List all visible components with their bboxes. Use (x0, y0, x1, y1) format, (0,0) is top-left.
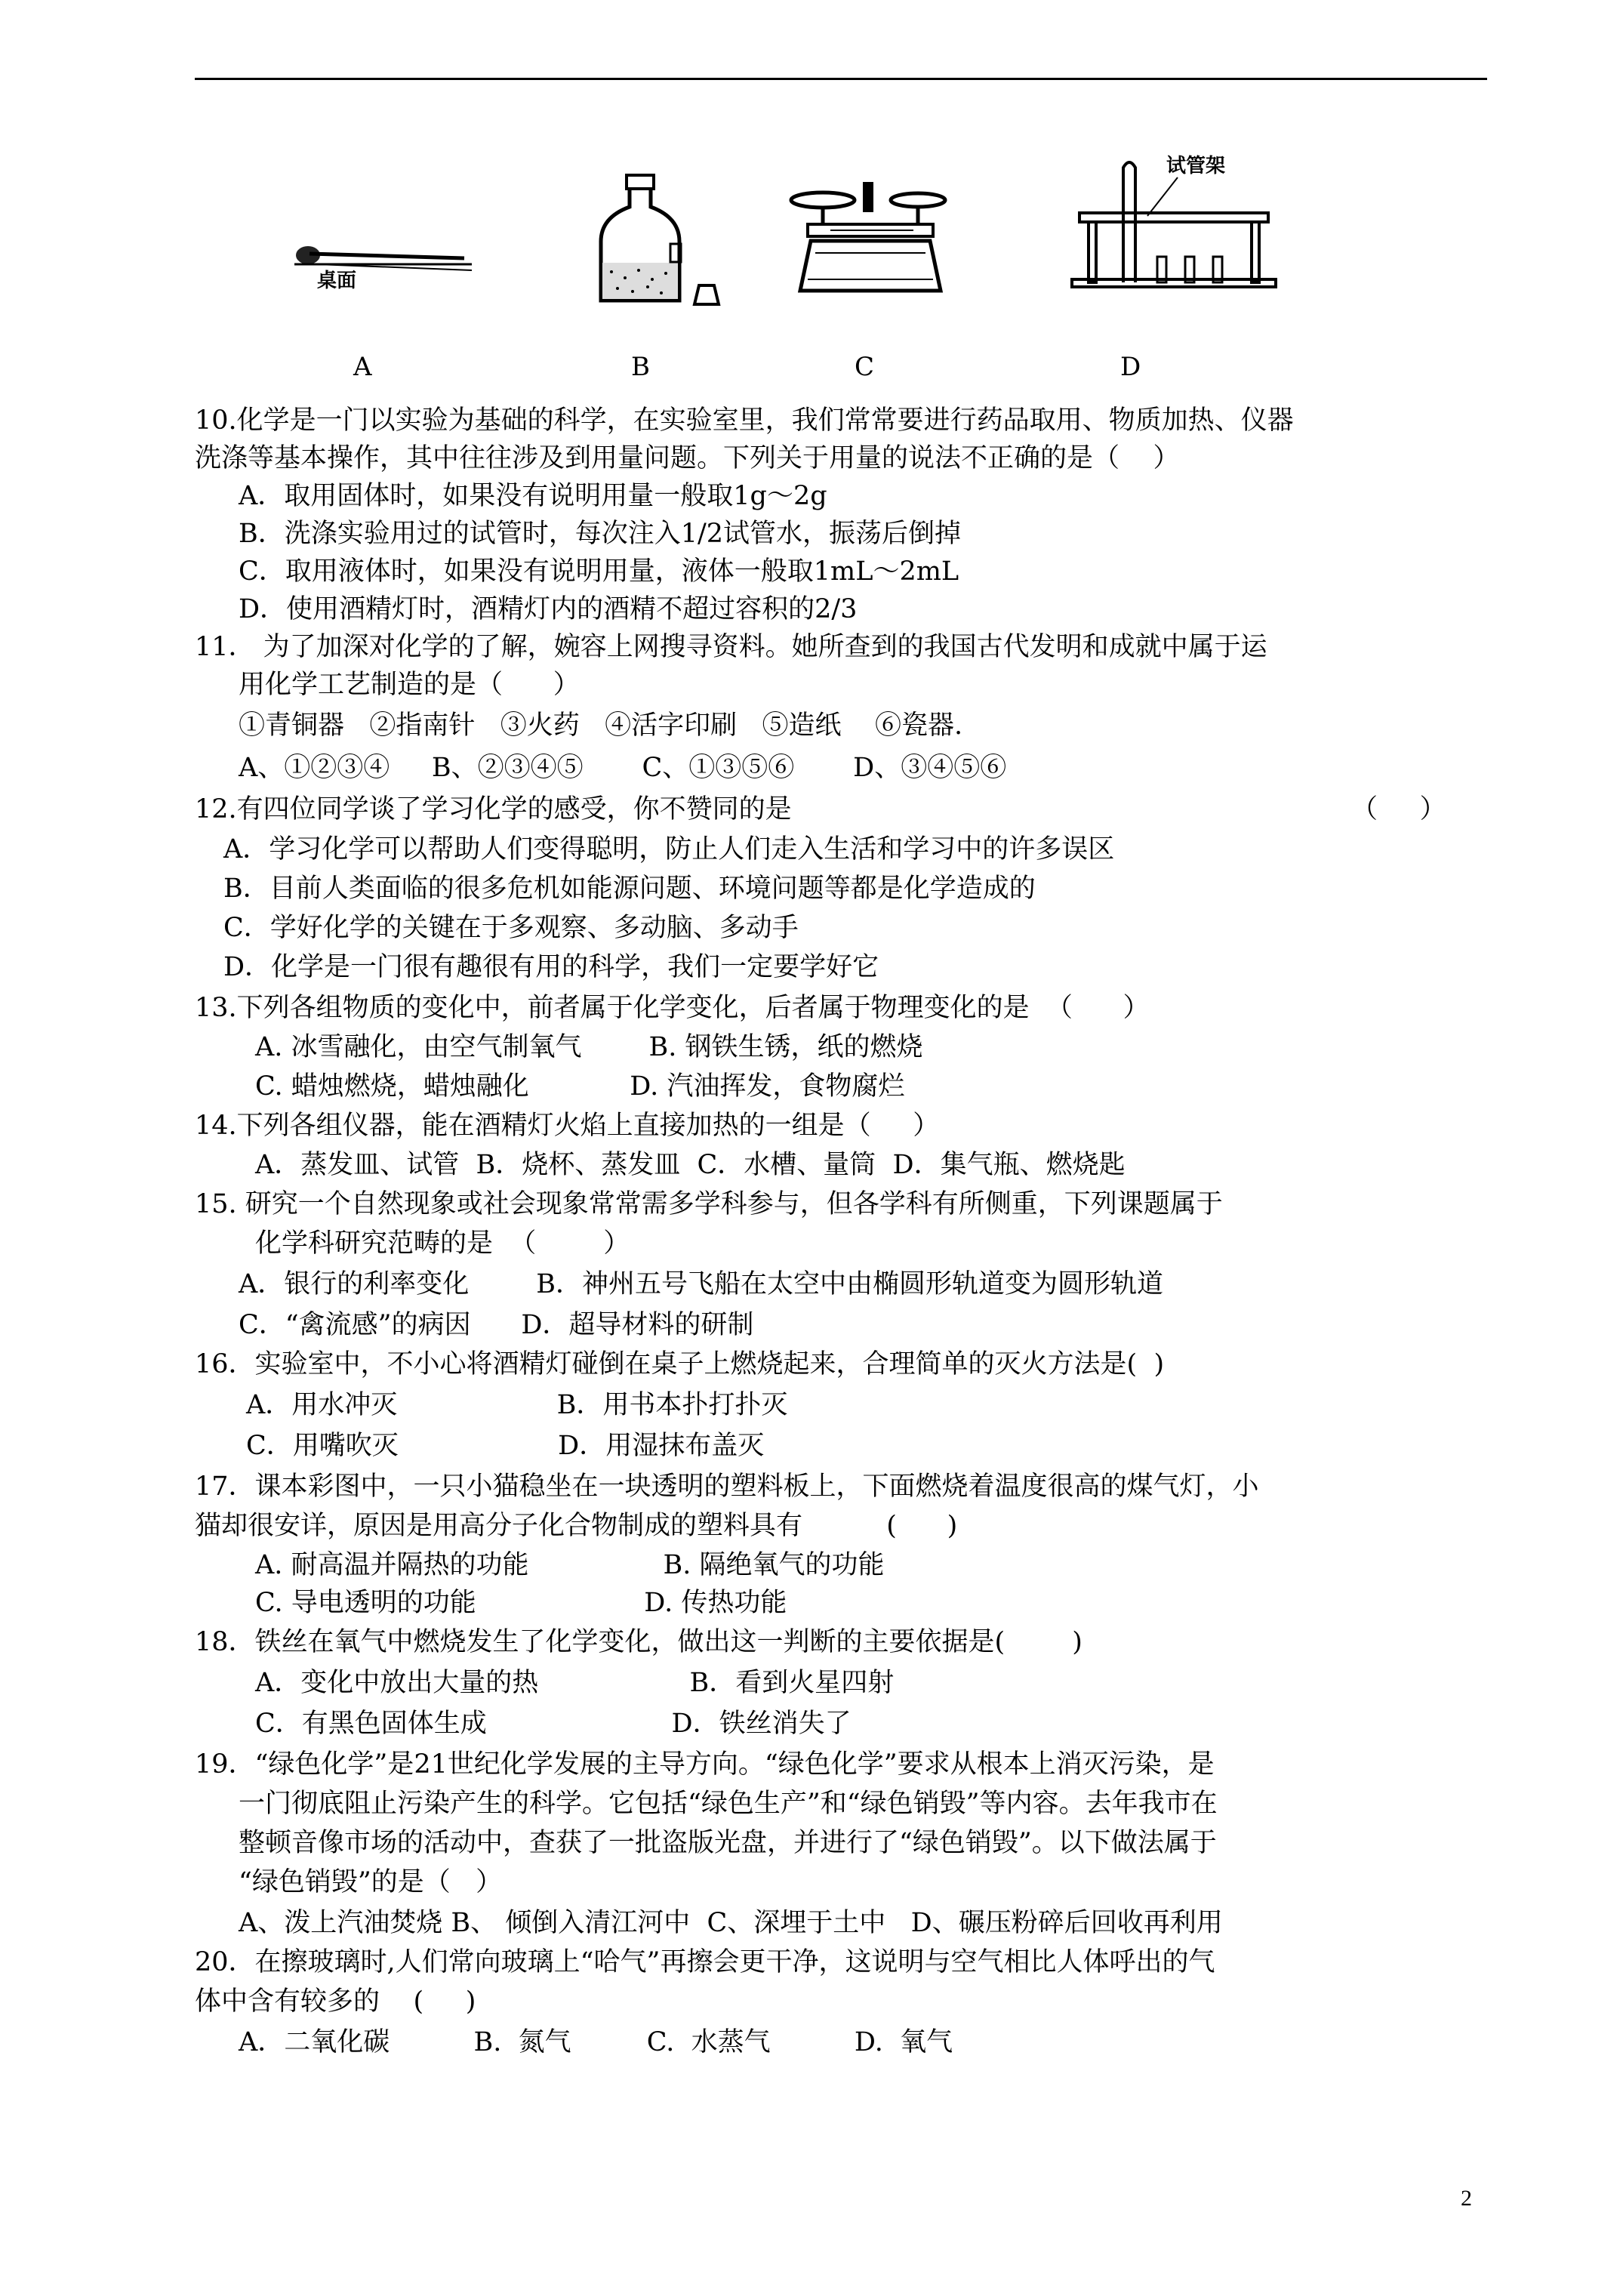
q19-options: A、泼上汽油焚烧 B、 倾倒入清江河中 C、深埋于土中 D、碾压粉碎后回收再利用 (239, 1908, 1223, 1938)
figure-b-label: B (631, 352, 650, 382)
q17-options-cd: C. 导电透明的功能 D. 传热功能 (255, 1588, 787, 1618)
q13-options-cd: C. 蜡烛燃烧，蜡烛融化 D. 汽油挥发，食物腐烂 (255, 1071, 905, 1102)
q10-option-c: C．取用液体时，如果没有说明用量，液体一般取1mL～2mL (239, 556, 959, 587)
q10-stem-line1: 10.化学是一门以实验为基础的科学，在实验室里，我们常常要进行药品取用、物质加热、仪器 (195, 405, 1294, 436)
figure-c-balance (785, 177, 951, 298)
q15-stem-line2: 化学科研究范畴的是 （ ） (255, 1228, 630, 1259)
q17-stem-line1: 17．课本彩图中，一只小猫稳坐在一块透明的塑料板上，下面燃烧着温度很高的煤气灯，小 (195, 1472, 1259, 1502)
q15-options-cd: C．“禽流感”的病因 D．超导材料的研制 (239, 1310, 754, 1340)
q19-stem-line3: 整顿音像市场的活动中，查获了一批盗版光盘，并进行了“绿色销毁”。以下做法属于 (239, 1828, 1217, 1858)
q12-option-c: C．学好化学的关键在于多观察、多动脑、多动手 (223, 913, 799, 943)
q12-option-d: D．化学是一门很有趣很有用的科学，我们一定要学好它 (223, 952, 879, 982)
q16-options-cd: C．用嘴吹灭 D．用湿抹布盖灭 (246, 1431, 765, 1461)
q18-options-ab: A．变化中放出大量的热 B．看到火星四射 (255, 1668, 895, 1698)
figure-d-test-tube-rack (1064, 151, 1283, 291)
q10-stem-line2: 洗涤等基本操作，其中往往涉及到用量问题。下列关于用量的说法不正确的是（ ） (195, 443, 1180, 473)
q11-options: A、①②③④ B、②③④⑤ C、①③⑤⑥ D、③④⑤⑥ (239, 753, 1007, 783)
q20-stem-line2: 体中含有较多的 ( ) (195, 1986, 476, 2017)
figure-d-label: D (1120, 352, 1141, 382)
q17-options-ab: A. 耐高温并隔热的功能 B. 隔绝氧气的功能 (255, 1550, 885, 1580)
q12-answer-bracket: （ ） (1351, 794, 1446, 824)
figure-a-label: A (353, 352, 372, 382)
q11-stem-line1: 11． 为了加深对化学的了解，婉容上网搜寻资料。她所查到的我国古代发明和成就中属于运 (195, 632, 1267, 662)
q10-option-b: B．洗涤实验用过的试管时，每次注入1/2试管水，振荡后倒掉 (239, 519, 962, 549)
q13-options-ab: A. 冰雪融化，由空气制氧气 B. 钢铁生锈，纸的燃烧 (255, 1032, 923, 1062)
q15-options-ab: A．银行的利率变化 B．神州五号飞船在太空中由椭圆形轨道变为圆形轨道 (239, 1269, 1164, 1299)
q20-stem-line1: 20．在擦玻璃时,人们常向玻璃上“哈气”再擦会更干净，这说明与空气相比人体呼出的气 (195, 1947, 1215, 1977)
q18-options-cd: C．有黑色固体生成 D．铁丝消失了 (255, 1709, 852, 1739)
figure-c-label: C (855, 352, 875, 382)
figure-d-caption: 试管架 (1166, 155, 1226, 177)
q14-stem: 14.下列各组仪器，能在酒精灯火焰上直接加热的一组是（ ） (195, 1111, 940, 1141)
q19-stem-line2: 一门彻底阻止污染产生的科学。它包括“绿色生产”和“绿色销毁”等内容。去年我市在 (239, 1789, 1218, 1819)
q14-options: A．蒸发皿、试管 B．烧杯、蒸发皿 C．水槽、量筒 D．集气瓶、燃烧匙 (255, 1150, 1126, 1180)
q19-stem-line1: 19．“绿色化学”是21世纪化学发展的主导方向。“绿色化学”要求从根本上消灭污染，是 (195, 1749, 1215, 1780)
figure-b-bottle (589, 172, 725, 308)
figure-a-caption: 桌面 (317, 270, 357, 292)
q11-stem-line2: 用化学工艺制造的是（ ） (239, 670, 580, 700)
page-number: 2 (1461, 2186, 1472, 2211)
q10-option-a: A．取用固体时，如果没有说明用量一般取1g～2g (239, 481, 827, 511)
q15-stem-line1: 15. 研究一个自然现象或社会现象常常需多学科参与，但各学科有所侧重，下列课题属于 (195, 1189, 1223, 1219)
header-rule (195, 78, 1487, 80)
q20-options: A．二氧化碳 B. 氮气 C. 水蒸气 D. 氧气 (239, 2027, 953, 2057)
q11-items: ①青铜器 ②指南针 ③火药 ④活字印刷 ⑤造纸 ⑥瓷器. (239, 710, 963, 741)
figure-a-match (287, 227, 483, 294)
q16-options-ab: A．用水冲灭 B．用书本扑打扑灭 (246, 1390, 788, 1420)
q12-stem: 12.有四位同学谈了学习化学的感受，你不赞同的是 (195, 794, 792, 824)
q17-stem-line2: 猫却很安详，原因是用高分子化合物制成的塑料具有 ( ) (195, 1511, 958, 1541)
q12-option-b: B．目前人类面临的很多危机如能源问题、环境问题等都是化学造成的 (223, 874, 1036, 904)
q12-option-a: A．学习化学可以帮助人们变得聪明，防止人们走入生活和学习中的许多误区 (223, 834, 1115, 864)
q18-stem: 18．铁丝在氧气中燃烧发生了化学变化，做出这一判断的主要依据是( ) (195, 1627, 1083, 1657)
q13-stem: 13.下列各组物质的变化中，前者属于化学变化，后者属于物理变化的是 （ ） (195, 993, 1150, 1023)
q10-option-d: D．使用酒精灯时，酒精灯内的酒精不超过容积的2/3 (239, 594, 858, 624)
q19-stem-line4: “绿色销毁”的是（ ） (239, 1867, 503, 1897)
q16-stem: 16．实验室中，不小心将酒精灯碰倒在桌子上燃烧起来，合理简单的灭火方法是( ) (195, 1349, 1165, 1379)
